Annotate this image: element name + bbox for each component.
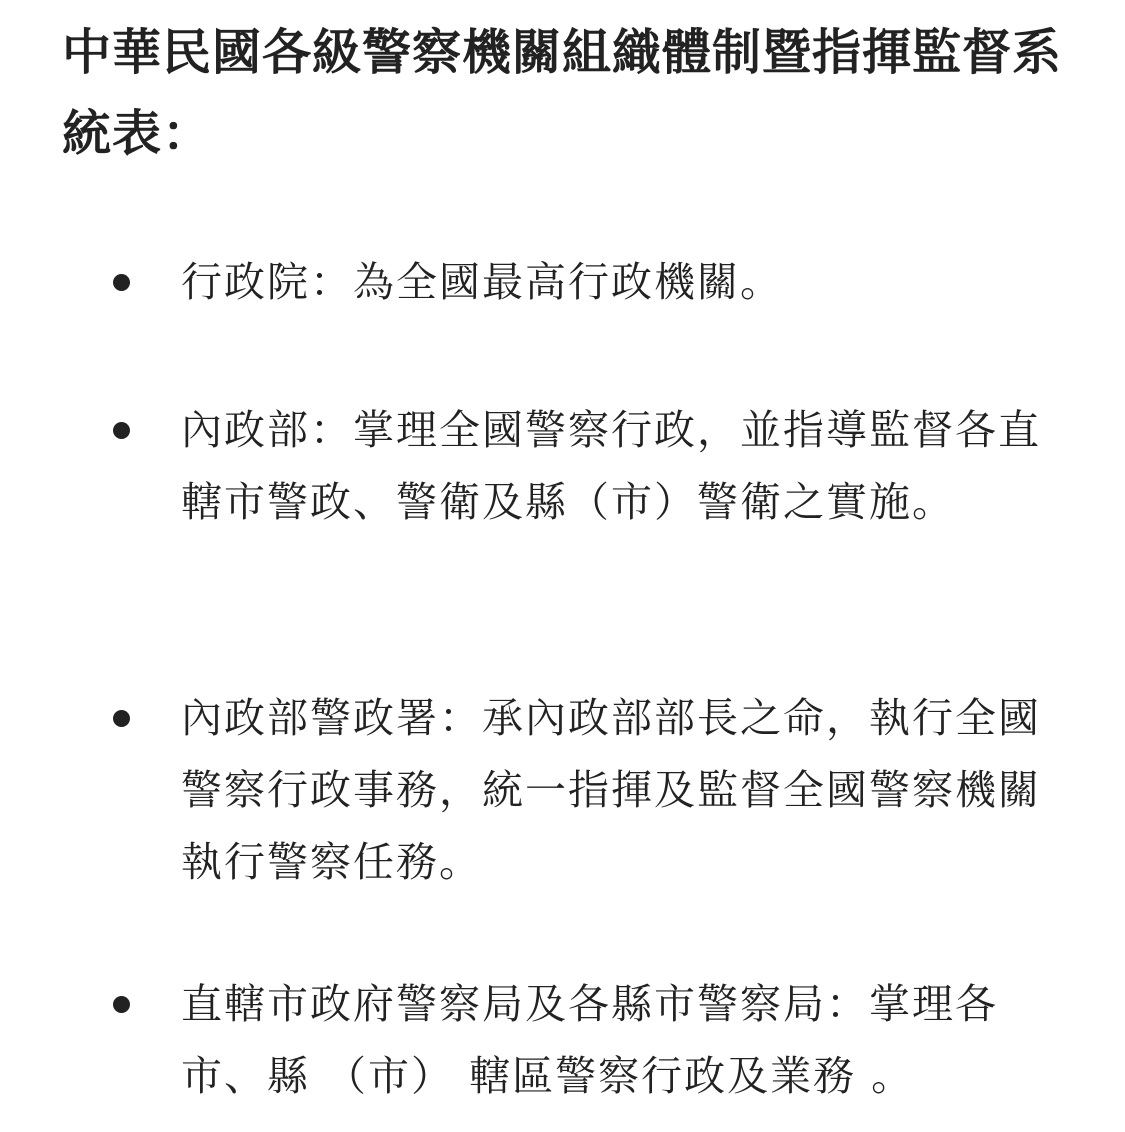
bullet-icon — [113, 274, 130, 291]
page-title: 中華民國各級警察機關組織體制暨指揮監督系統表： — [62, 24, 1063, 162]
list-item-text: 內政部警政署：承內政部部長之命，執行全國警察行政事務，統一指揮及監督全國警察機關執行警察任務。 — [181, 694, 1041, 886]
bullet-icon — [113, 710, 130, 727]
list-item-text: 行政院：為全國最高行政機關。 — [181, 258, 783, 306]
bullet-icon — [113, 422, 130, 439]
bullet-icon — [113, 996, 130, 1013]
list-item-text: 內政部：掌理全國警察行政，並指導監督各直轄市警政、警衛及縣（市）警衛之實施。 — [181, 406, 1041, 526]
list-item-text: 直轄市政府警察局及各縣市警察局：掌理各市、縣 （市） 轄區警察行政及業務 。 — [181, 980, 998, 1100]
